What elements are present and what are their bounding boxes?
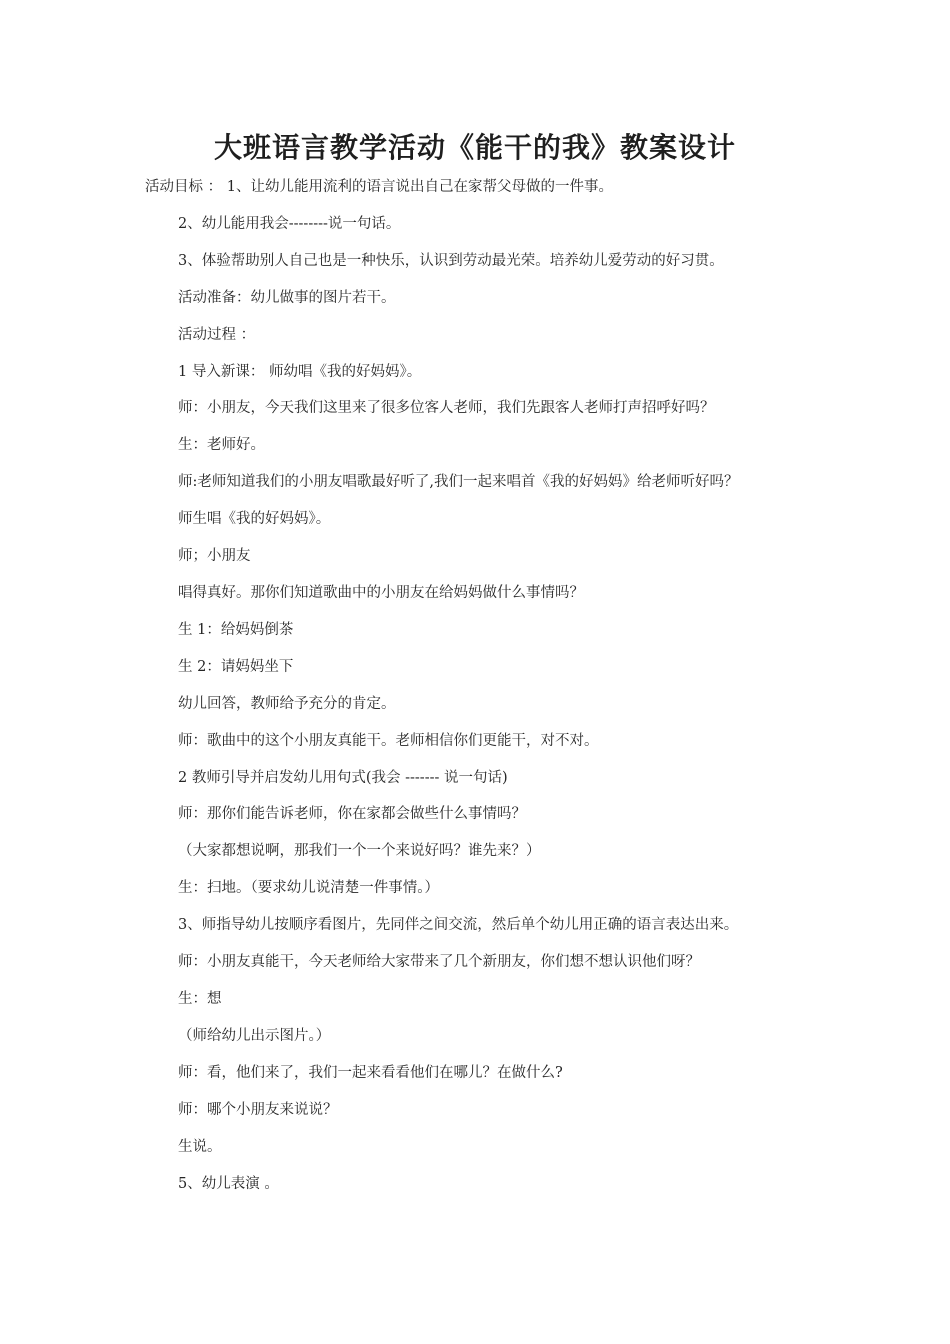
document-title: 大班语言教学活动《能干的我》教案设计 [213, 131, 736, 164]
line-step-3: 3、师指导幼儿按顺序看图片，先同伴之间交流，然后单个幼儿用正确的语言表达出来。 [178, 917, 739, 933]
line-dialogue: 幼儿回答，教师给予充分的肯定。 [178, 696, 396, 712]
line-dialogue: （大家都想说啊，那我们一个一个来说好吗？谁先来？） [178, 843, 541, 859]
line-dialogue: 生：想 [178, 991, 222, 1007]
line-dialogue: 唱得真好。那你们知道歌曲中的小朋友在给妈妈做什么事情吗？ [178, 585, 584, 601]
line-dialogue: 生：老师好。 [178, 437, 265, 453]
line-step-1: 1 导入新课： 师幼唱《我的好妈妈》。 [178, 364, 422, 380]
line-dialogue: 师：哪个小朋友来说说？ [178, 1102, 338, 1118]
line-dialogue: 师：看，他们来了，我们一起来看看他们在哪儿？在做什么? [178, 1065, 563, 1081]
line-step-2: 2 教师引导并启发幼儿用句式(我会 ------- 说一句话) [178, 770, 508, 786]
line-dialogue: 生 1：给妈妈倒茶 [178, 622, 294, 638]
line-process-heading: 活动过程 ： [178, 327, 256, 343]
line-objectives: 活动目标 ： 1、让幼儿能用流利的语言说出自己在家帮父母做的一件事。 [145, 179, 613, 195]
line-dialogue: 师:老师知道我们的小朋友唱歌最好听了,我们一起来唱首《我的好妈妈》给老师听好吗？ [178, 474, 739, 490]
line-dialogue: 师；小朋友 [178, 548, 251, 564]
line-objective-2: 2、幼儿能用我会--------说一句话。 [178, 216, 401, 232]
line-preparation: 活动准备：幼儿做事的图片若干。 [178, 290, 396, 306]
line-dialogue: 生说。 [178, 1139, 222, 1155]
line-dialogue: 师生唱《我的好妈妈》。 [178, 511, 331, 527]
line-dialogue: （师给幼儿出示图片。） [178, 1028, 331, 1044]
line-dialogue: 师：歌曲中的这个小朋友真能干。老师相信你们更能干，对不对。 [178, 733, 599, 749]
line-dialogue: 师：小朋友，今天我们这里来了很多位客人老师，我们先跟客人老师打声招呼好吗？ [178, 400, 715, 416]
line-dialogue: 师：小朋友真能干，今天老师给大家带来了几个新朋友，你们想不想认识他们呀？ [178, 954, 700, 970]
line-dialogue: 生 2：请妈妈坐下 [178, 659, 294, 675]
line-objective-3: 3、体验帮助别人自己也是一种快乐，认识到劳动最光荣。培养幼儿爱劳动的好习贯。 [178, 253, 724, 269]
line-dialogue: 师：那你们能告诉老师，你在家都会做些什么事情吗？ [178, 806, 526, 822]
line-dialogue: 生：扫地。（要求幼儿说清楚一件事情。） [178, 880, 439, 896]
line-step-5: 5、幼儿表演 。 [178, 1176, 279, 1192]
